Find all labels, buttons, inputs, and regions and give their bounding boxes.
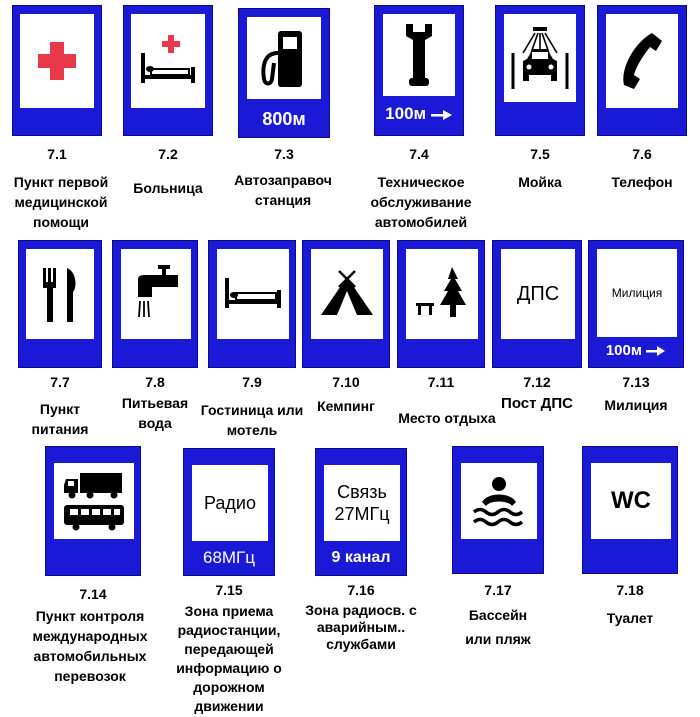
sign-7-18 xyxy=(582,446,678,574)
sign-number: 7.14 xyxy=(79,586,107,602)
distance-value: 100м xyxy=(385,104,427,123)
sign-panel xyxy=(606,14,678,108)
first-aid-cross-icon xyxy=(32,36,82,86)
distance-value: 100м xyxy=(605,342,642,359)
distance-label xyxy=(589,342,683,359)
sign-number: 7.9 xyxy=(242,374,262,390)
sign-7-15 xyxy=(183,448,275,576)
sign-caption: Гостиница или мотель xyxy=(200,402,304,438)
sign-panel xyxy=(247,17,321,99)
sign-number: 7.13 xyxy=(622,374,650,390)
sign-number: 7.8 xyxy=(145,374,165,390)
sign-7-4 xyxy=(374,5,464,136)
wc-label: WC xyxy=(611,487,651,514)
arrow-right-icon xyxy=(646,345,666,357)
sign-7-1 xyxy=(12,5,102,136)
sign-number: 7.11 xyxy=(427,374,455,390)
sign-panel xyxy=(26,249,94,339)
sign-7-14 xyxy=(45,446,141,576)
sign-number: 7.18 xyxy=(616,582,644,598)
sign-7-17 xyxy=(452,446,544,574)
sign-7-5 xyxy=(495,5,585,136)
sign-caption: Мойка xyxy=(518,174,562,190)
radio-label: Радио xyxy=(204,492,256,513)
hospital-bed-icon xyxy=(135,31,201,91)
distance-label: 800м xyxy=(262,109,306,129)
sign-number: 7.15 xyxy=(215,582,243,598)
svyaz-line-1: Связь xyxy=(337,481,387,502)
militsiya-label: Милиция xyxy=(611,285,663,300)
sign-7-13 xyxy=(588,240,684,368)
sign-panel xyxy=(217,249,289,339)
sign-panel xyxy=(54,463,134,539)
sign-7-6 xyxy=(597,5,687,136)
sign-7-16 xyxy=(315,448,407,576)
distance-label xyxy=(375,104,463,124)
sign-caption: Зона радиосв. с аварийным.. службами xyxy=(305,602,417,652)
sign-panel xyxy=(20,14,94,108)
sign-panel xyxy=(461,463,537,539)
sign-number: 7.4 xyxy=(409,146,429,162)
sign-panel xyxy=(504,14,576,102)
sign-number: 7.16 xyxy=(347,582,375,598)
sign-panel xyxy=(501,249,575,339)
sign-caption: Автозаправоч станция xyxy=(234,172,332,208)
telephone-icon xyxy=(614,29,670,93)
sign-caption: Пункт первой медицинской помощи xyxy=(13,174,109,230)
sign-7-10 xyxy=(302,240,390,368)
sign-caption: Место отдыха xyxy=(398,410,496,426)
sign-caption: Зона приема радиостанции, передающей информацию о дорожном движении xyxy=(176,603,282,714)
sign-caption: Пост ДПС xyxy=(501,395,573,412)
sign-caption: Милиция xyxy=(604,397,668,413)
sign-number: 7.1 xyxy=(47,146,67,162)
wrench-icon xyxy=(394,20,444,90)
sign-panel xyxy=(406,249,478,339)
fuel-pump-icon xyxy=(254,23,314,93)
svyaz-line-2: 27МГц xyxy=(334,504,390,524)
sign-7-7 xyxy=(18,240,102,368)
sign-caption: Бассейн или пляж xyxy=(465,607,531,647)
frequency-label: 68МГц xyxy=(202,548,255,567)
sign-number: 7.17 xyxy=(484,582,512,598)
sign-7-2 xyxy=(123,5,213,136)
car-wash-icon xyxy=(509,23,571,93)
sign-caption: Больница xyxy=(133,180,203,196)
sign-panel xyxy=(383,14,455,96)
sign-7-9 xyxy=(208,240,296,368)
sign-caption: Питьевая вода xyxy=(121,395,189,431)
sign-7-12 xyxy=(492,240,582,368)
sign-panel xyxy=(591,463,671,539)
sign-7-11 xyxy=(397,240,485,368)
sign-caption: Техническое обслуживание автомобилей xyxy=(370,174,472,230)
sign-number: 7.3 xyxy=(274,146,294,162)
tree-bench-icon xyxy=(410,263,474,325)
truck-bus-icon xyxy=(60,469,128,533)
sign-caption: Кемпинг xyxy=(317,398,375,414)
sign-number: 7.7 xyxy=(50,374,70,390)
bed-icon xyxy=(222,274,284,314)
sign-caption: Телефон xyxy=(611,174,673,190)
sign-panel xyxy=(311,249,383,339)
tent-icon xyxy=(317,269,377,319)
sign-caption: Пункт контроля международных автомобильных перевозок xyxy=(32,608,148,684)
sign-number: 7.2 xyxy=(158,146,178,162)
fork-knife-icon xyxy=(37,262,83,326)
sign-panel xyxy=(131,14,205,108)
svyaz-label xyxy=(334,481,389,526)
dps-label: ДПС xyxy=(516,282,560,305)
sign-panel xyxy=(324,465,400,541)
sign-7-8 xyxy=(112,240,198,368)
sign-caption: Пункт питания xyxy=(31,401,89,437)
sign-7-3 xyxy=(238,8,330,138)
sign-caption: Туалет xyxy=(606,610,654,626)
sign-number: 7.5 xyxy=(530,146,550,162)
sign-number: 7.12 xyxy=(523,374,551,390)
sign-panel xyxy=(192,465,268,541)
water-tap-icon xyxy=(126,259,186,329)
sign-number: 7.6 xyxy=(632,146,652,162)
arrow-right-icon xyxy=(431,109,453,121)
sign-panel xyxy=(121,249,191,339)
sign-number: 7.10 xyxy=(332,374,360,390)
channel-label: 9 канал xyxy=(331,549,391,566)
swimmer-icon xyxy=(468,470,530,532)
sign-panel xyxy=(597,249,677,337)
